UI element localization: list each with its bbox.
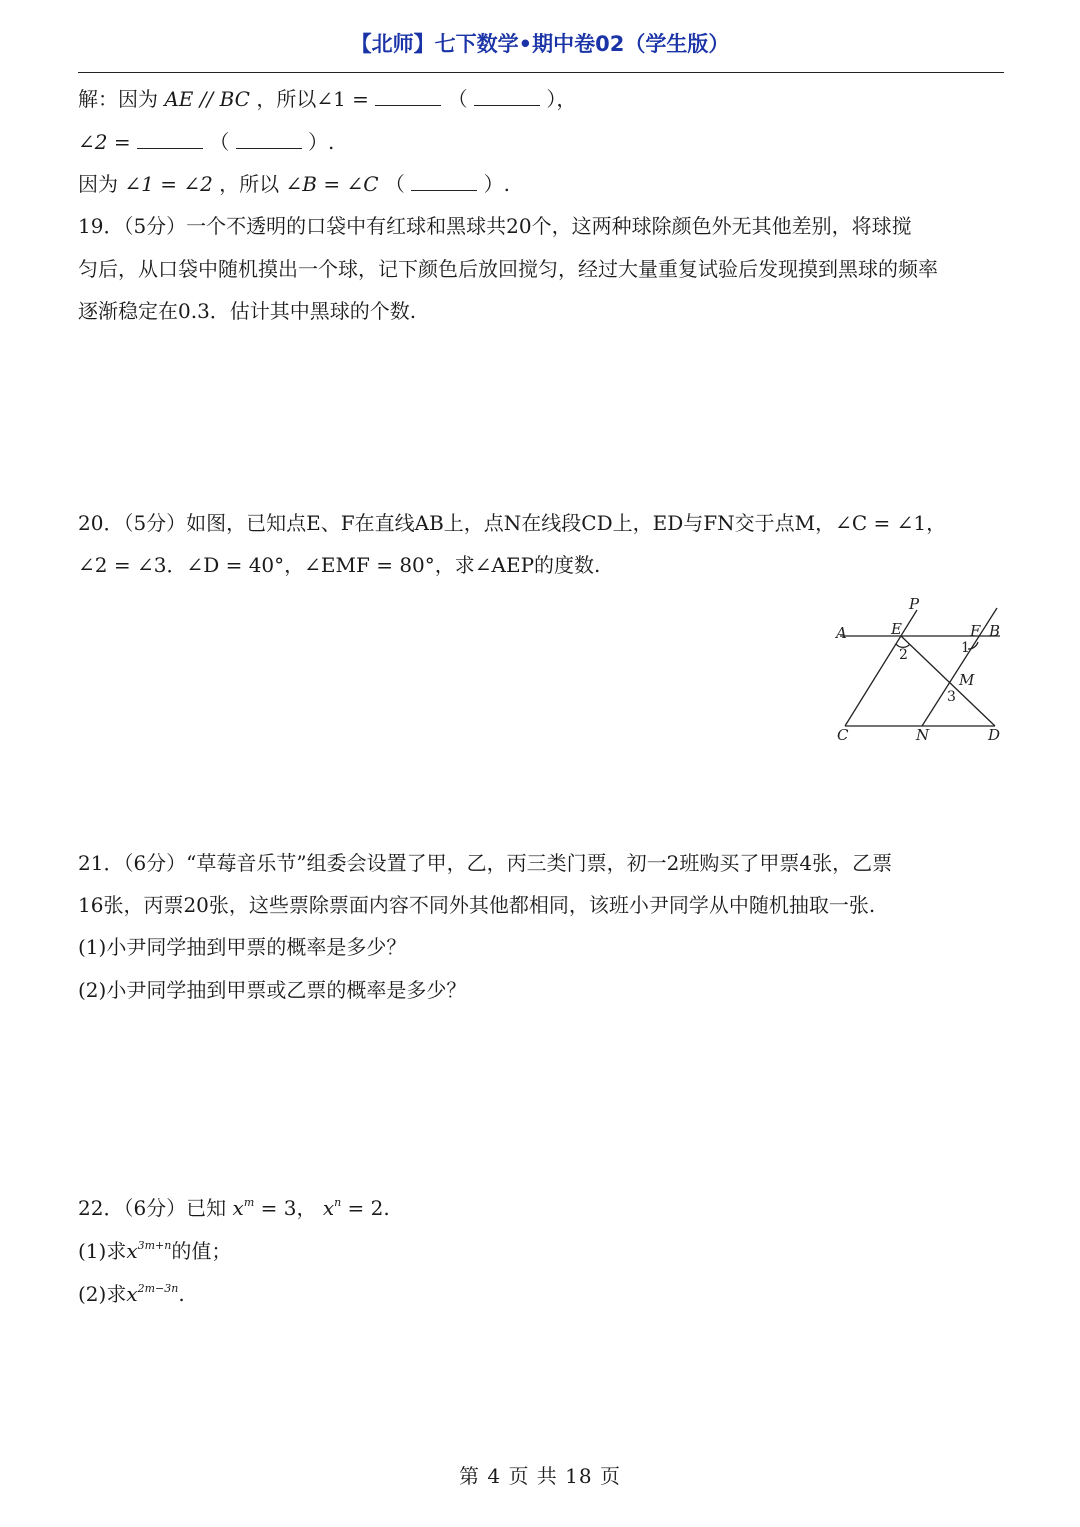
q18-l3-paren-close: ）. [483, 172, 510, 196]
page-number: 第 4 页 共 18 页 [459, 1464, 621, 1488]
q18-l2-paren-open: （ [209, 130, 230, 154]
q22-sub1-exp: 3m+n [137, 1239, 172, 1252]
answer-blank-1[interactable] [375, 87, 441, 106]
q22-sub1-suffix: 的值； [171, 1239, 232, 1263]
q18-l1-mid: ，所以∠1 = [256, 87, 369, 111]
line-CP [845, 610, 917, 726]
q20-line-1: 20．（5分）如图，已知点E、F在直线AB上，点N在线段CD上，ED与FN交于点M，∠C = ∠1， [78, 511, 947, 535]
label-angle-1: 1 [961, 640, 970, 656]
q18-l3-cond2: ∠B = ∠C [285, 172, 379, 196]
line-ED [901, 636, 995, 726]
label-F: F [970, 622, 981, 640]
q21-line-4: (2)小尹同学抽到甲票或乙票的概率是多少？ [78, 978, 467, 1002]
answer-blank-2[interactable] [474, 87, 540, 106]
q18-l1-paren-open: （ [447, 87, 468, 111]
q18-l3-mid: ，所以 [219, 172, 280, 196]
q21-line-1: 21．（6分）“草莓音乐节”组委会设置了甲，乙，丙三类门票，初一2班购买了甲票4张，乙票 [78, 851, 893, 875]
q22-eq-2: = 2. [341, 1196, 390, 1220]
q18-l1-cond: AE // BC [164, 87, 250, 111]
q22-sub2-prefix: (2)求 [78, 1282, 127, 1306]
header-divider [78, 72, 1004, 73]
q19-line-3: 逐渐稳定在0.3．估计其中黑球的个数. [78, 299, 417, 323]
q18-l3-cond1: ∠1 = ∠2 [124, 172, 213, 196]
q22-line-2 [78, 1233, 1004, 1264]
q18-l3-paren-open: （ [384, 172, 405, 196]
label-B: B [989, 622, 1001, 640]
label-C: C [837, 726, 849, 744]
page-header-title: 【北师】七下数学•期中卷02（学生版） [350, 32, 730, 56]
label-P: P [909, 595, 920, 613]
q18-l3-prefix: 因为 [78, 172, 118, 196]
label-E: E [891, 620, 902, 638]
label-A: A [836, 624, 847, 642]
answer-blank-4[interactable] [236, 130, 302, 149]
q18-l2-paren-close: ）. [308, 130, 335, 154]
q18-l2-prefix: ∠2 = [78, 130, 131, 154]
q18-line-2 [78, 129, 1004, 155]
q20-line-2: ∠2 = ∠3．∠D = 40°，∠EMF = 80°，求∠AEP的度数. [78, 553, 601, 577]
answer-blank-3[interactable] [137, 130, 203, 149]
q22-eq-1: = 3， [254, 1196, 317, 1220]
q18-line-1 [78, 86, 1004, 112]
q18-line-3 [78, 171, 1004, 197]
q22-exp-1: m [243, 1196, 255, 1209]
q22-sub1-base: x [126, 1239, 138, 1263]
label-D: D [988, 726, 1001, 744]
label-angle-3: 3 [947, 689, 956, 705]
q22-sub2-exp: 2m−3n [137, 1282, 179, 1295]
q19-line-2: 匀后，从口袋中随机摸出一个球，记下颜色后放回搅匀，经过大量重复试验后发现摸到黑球的频率 [78, 257, 938, 281]
q22-base-1: x [232, 1196, 244, 1220]
q18-l1-paren-close: ）， [546, 87, 577, 111]
geometry-figure [830, 592, 1010, 752]
label-N: N [916, 726, 930, 744]
q18-l1-prefix: 解：因为 [78, 87, 158, 111]
q22-line-3 [78, 1276, 1004, 1307]
q22-sub2-suffix: . [178, 1282, 185, 1306]
q22-base-2: x [322, 1196, 335, 1220]
q22-exp-2: n [334, 1196, 342, 1209]
q21-line-3: (1)小尹同学抽到甲票的概率是多少？ [78, 935, 407, 959]
q22-prefix: 22．（6分）已知 [78, 1196, 227, 1220]
label-angle-2: 2 [899, 647, 908, 663]
label-M: M [959, 671, 975, 689]
answer-blank-5[interactable] [411, 172, 477, 191]
q22-sub1-prefix: (1)求 [78, 1239, 127, 1263]
q22-line-1 [78, 1190, 1004, 1221]
q19-line-1: 19．（5分）一个不透明的口袋中有红球和黑球共20个，这两种球除颜色外无其他差别，将球搅 [78, 214, 912, 238]
q22-sub2-base: x [126, 1282, 138, 1306]
q21-line-2: 16张，丙票20张，这些票除票面内容不同外其他都相同，该班小尹同学从中随机抽取一张. [78, 893, 876, 917]
